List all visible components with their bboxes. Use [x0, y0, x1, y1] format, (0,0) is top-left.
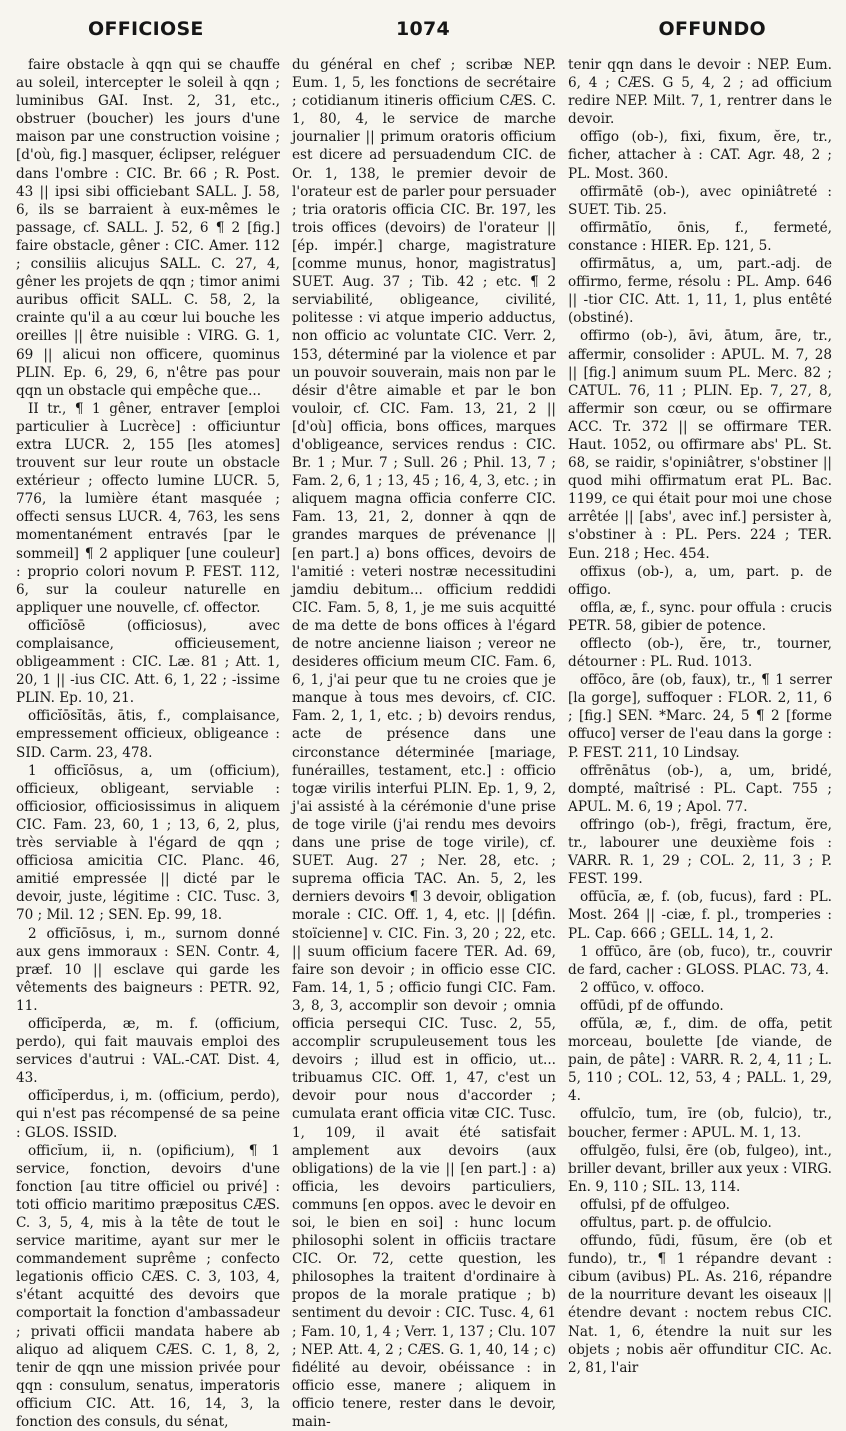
dictionary-entry: officĭōsē (officiosus), avec complaisance, officieusement, obligeamment : CIC. Læ. 81 ; Att. 1, 20, 1 || -ius CIC. Att. 6, 1, 22 ; -issime PLIN. Ep. 10, 21.: [16, 617, 280, 707]
text-columns: [16, 56, 832, 1431]
dictionary-entry: II tr., ¶ 1 gêner, entraver [emploi particulier à Lucrèce] : officiuntur extra LUCR. 2, 155 [les atomes] trouvent sur leur route un obstacle extérieur ; offecto lumine LUCR. 5, 776, la lumière étant masquée ; offecti sensus LUCR. 4, 763, les sens momentanément entravés [par le sommeil] ¶ 2 appliquer [une couleur] : proprio colori novum P. FEST. 112, 6, sur la couleur naturelle en appliquer une nouvelle, cf. offector.: [16, 400, 280, 616]
dictionary-entry: officĭum, ii, n. (opificium), ¶ 1 service, fonction, devoirs d'une fonction [au titre officiel ou privé] : toti officio maritimo præpositus CÆS. C. 3, 5, 4, mis à la tête de tout le service maritime, ayant sur mer le commandement suprême ; confecto legationis officio CÆS. C. 3, 103, 4, s'étant acquitté des devoirs que comportait la fonction d'ambassadeur ; privati officii mandata habere ab aliquo ad aliquem CÆS. C. 1, 8, 2, tenir de qqn une mission privée pour qqn : consulum, senatus, imperatoris officium CIC. Att. 16, 14, 3, la fonction des consuls, du sénat,: [16, 1142, 280, 1431]
dictionary-entry: offirmātē (ob-), avec opiniâtreté : SUET. Tib. 25.: [568, 183, 832, 218]
dictionary-entry: offlecto (ob-), ĕre, tr., tourner, détourner : PL. Rud. 1013.: [568, 636, 832, 671]
column-1: [16, 56, 280, 1431]
dictionary-entry: 2 offūco, v. offoco.: [580, 979, 705, 996]
dictionary-entry: tenir qqn dans le devoir : NEP. Eum. 6, 4 ; CÆS. G 5, 4, 2 ; ad officium redire NEP. Milt. 7, 1, rentrer dans le devoir.: [568, 57, 832, 128]
column-2: [292, 56, 556, 1431]
running-header: [16, 18, 832, 48]
dictionary-entry: offringo (ob-), frēgi, fractum, ĕre, tr., labourer une deuxième fois : VARR. R. 1, 29 ; COL. 2, 11, 3 ; P. FEST. 199.: [568, 816, 832, 888]
dictionary-entry: offulcĭo, tum, īre (ob, fulcio), tr., boucher, fermer : APUL. M. 1, 13.: [568, 1106, 832, 1141]
dictionary-entry: officĭperdus, i, m. (officium, perdo), qui n'est pas récompensé de sa peine : GLOS. ISSID.: [16, 1088, 280, 1141]
dictionary-entry: 2 officĭōsus, i, m., surnom donné aux gens immoraux : SEN. Contr. 4, præf. 10 || esclave qui garde les vêtements des baigneurs : PETR. 92, 11.: [16, 925, 280, 1014]
dictionary-entry: officĭōsĭtās, ātis, f., complaisance, empressement officieux, obligeance : SID. Carm. 23, 478.: [16, 708, 280, 761]
dictionary-entry: offixus (ob-), a, um, part. p. de offigo.: [568, 563, 832, 598]
page-number: 1074: [395, 18, 451, 40]
dictionary-entry: offūdi, pf de offundo.: [580, 997, 724, 1014]
dictionary-entry: offulgĕo, fulsi, ēre (ob, fulgeo), int., briller devant, briller aux yeux : VIRG. En. 9, 110 ; SIL. 13, 114.: [568, 1142, 832, 1195]
dictionary-entry: offrēnātus (ob-), a, um, bridé, dompté, maîtrisé : PL. Capt. 755 ; APUL. M. 6, 19 ; Apol. 77.: [568, 762, 832, 815]
dictionary-entry: offultus, part. p. de offulcio.: [580, 1215, 772, 1231]
header-right-headword: OFFUNDO: [658, 18, 766, 40]
dictionary-entry: offōco, āre (ob, faux), tr., ¶ 1 serrer [la gorge], suffoquer : FLOR. 2, 11, 6 ; [fig.] SEN. *Marc. 24, 5 ¶ 2 [forme offuco] verser de l'eau dans la gorge : P. FEST. 211, 10 Lindsay.: [568, 672, 832, 761]
dictionary-entry: offŭla, æ, f., dim. de offa, petit morceau, boulette [de viande, de pain, de pâte] : VARR. R. 2, 4, 11 ; L. 5, 110 ; COL. 12, 53, 4 ; PALL. 1, 29, 4.: [568, 1015, 832, 1105]
dictionary-entry: 1 officĭōsus, a, um (officium), officieux, obligeant, serviable : officiosior, officiosissimus in aliquem CIC. Fam. 23, 60, 1 ; 13, 6, 2, plus, très serviable à l'égard de qqn ; officiosa amicitia CIC. Planc. 46, amitié empressée || dicté par le devoir, juste, légitime : CIC. Tusc. 3, 70 ; Mil. 12 ; SEN. Ep. 99, 18.: [16, 762, 280, 924]
dictionary-entry: offirmātus, a, um, part.-adj. de offirmo, ferme, résolu : PL. Amp. 646 || -tior CIC. Att. 1, 11, 1, plus entêté (obstiné).: [568, 256, 832, 327]
dictionary-entry: offla, æ, f., sync. pour offula : crucis PETR. 58, gibier de potence.: [568, 599, 832, 634]
dictionary-entry: offūcĭa, æ, f. (ob, fucus), fard : PL. Most. 264 || -ciæ, f. pl., tromperies : PL. Cap. 666 ; GELL. 14, 1, 2.: [568, 889, 832, 942]
dictionary-entry: offirmātĭo, ōnis, f., fermeté, constance : HIER. Ep. 121, 5.: [568, 219, 832, 254]
dictionary-entry: 1 offūco, āre (ob, fuco), tr., couvrir de fard, cacher : GLOSS. PLAC. 73, 4.: [568, 943, 832, 978]
dictionary-entry: offulsi, pf de offulgeo.: [580, 1196, 730, 1213]
dictionary-entry: du général en chef ; scribæ NEP. Eum. 1, 5, les fonctions de secrétaire ; cotidianum itineris officium CÆS. C. 1, 80, 4, le service de marche journalier || primum oratoris officium est dicere ad persuadendum CIC. de Or. 1, 138, le premier devoir de l'orateur est de parler pour persuader ; tria oratoris officia CIC. Br. 197, les trois offices (devoirs) de l'orateur || [ép. impér.] charge, magistrature [comme munus, honor, magistratus] SUET. Aug. 37 ; Tib. 42 ; etc. ¶ 2 serviabilité, obligeance, civilité, politesse : vi atque imperio adductus, non officio ac voluntate CIC. Verr. 2, 153, déterminé par la violence et par un pouvoir souverain, mais non par le désir d'être aimable et par le bon vouloir, cf. CIC. Fam. 13, 21, 2 || [d'où] officia, bons offices, marques d'obligeance, services rendus : CIC. Br. 1 ; Mur. 7 ; Sull. 26 ; Phil. 13, 7 ; Fam. 2, 6, 1 ; 13, 45 ; 16, 4, 3, etc. ; in aliquem magna officia conferre CIC. Fam. 13, 21, 2, donner à qqn de grandes marques de prévenance || [en part.] a) bons offices, devoirs de l'amitié : veteri nostræ necessitudini jamdiu debitum... officium reddidi CIC. Fam. 5, 8, 1, je me suis acquitté de ma dette de bons offices à l'égard de notre ancienne liaison ; vereor ne desideres officium meum CIC. Fam. 6, 6, 1, j'ai peur que tu ne croies que je manque à tous mes devoirs, cf. CIC. Fam. 2, 1, 1, etc. ; b) devoirs rendus, acte de présence dans une circonstance déterminée [mariage, funérailles, testament, etc.] : officio togæ virilis interfui PLIN. Ep. 1, 9, 2, j'ai assisté à la cérémonie d'une prise de toge virile (j'ai rendu mes devoirs dans une prise de toge virile), cf. SUET. Aug. 27 ; Ner. 28, etc. ; suprema officia TAC. An. 5, 2, les derniers devoirs ¶ 3 devoir, obligation morale : CIC. Off. 1, 4, etc. || [défin. stoïcienne] v. CIC. Fin. 3, 20 ; 22, etc. || suum officium facere TER. Ad. 69, faire son devoir ; in officio esse CIC. Fam. 14, 1, 5 ; officio fungi CIC. Fam. 3, 8, 3, accomplir son devoir ; omnia officia persequi CIC. Tusc. 2, 55, accomplir scrupuleusement tous les devoirs ; illud est in officio, ut... tribuamus CIC. Off. 1, 47, c'est un devoir pour nous d'accorder ; cumulata erant officia vitæ CIC. Tusc. 1, 109, il avait été satisfait amplement aux devoirs (aux obligations) de la vie || [en part.] : a) officia, les devoirs particuliers, communs [en oppos. avec le devoir en soi, le bien en soi] : hunc locum philosophi solent in officiis tractare CIC. Or. 72, cette question, les philosophes la traitent d'ordinaire à propos de la morale pratique ; b) sentiment du devoir : CIC. Tusc. 4, 61 ; Fam. 10, 1, 4 ; Verr. 1, 137 ; Clu. 107 ; NEP. Att. 4, 2 ; CÆS. G. 1, 40, 14 ; c) fidélité au devoir, obéissance : in officio esse, manere ; aliquem in officio tenere, rester dans le devoir, main-: [292, 57, 556, 1431]
dictionary-entry: offīgo (ob-), fixi, fixum, ĕre, tr., ficher, attacher à : CAT. Agr. 48, 2 ; PL. Most. 360.: [568, 129, 832, 182]
column-3: [568, 56, 832, 1376]
dictionary-entry: officĭperda, æ, m. f. (officium, perdo), qui fait mauvais emploi des services d'autrui : VAL.-CAT. Dist. 4, 43.: [16, 1015, 280, 1087]
dictionary-entry: offirmo (ob-), āvi, ātum, āre, tr., affermir, consolider : APUL. M. 7, 28 || [fig.] animum suum PL. Merc. 82 ; CATUL. 76, 11 ; PLIN. Ep. 7, 27, 8, affermir son cœur, ou se offirmare ACC. Tr. 372 || se offirmare TER. Haut. 1052, ou offirmare abs' PL. St. 68, se raidir, s'opiniâtrer, s'obstiner || quod mihi offirmatum erat PL. Bac. 1199, ce qui était pour moi une chose arrêtée || [abs', avec inf.] persister à, s'obstiner à : PL. Pers. 224 ; TER. Eun. 218 ; Hec. 454.: [568, 328, 832, 562]
header-left-headword: OFFICIOSE: [88, 18, 204, 40]
dictionary-entry: offundo, fūdi, fūsum, ĕre (ob et fundo), tr., ¶ 1 répandre devant : cibum (avibus) PL. As. 216, répandre de la nourriture devant les oiseaux || étendre devant : noctem rebus CIC. Nat. 1, 6, étendre la nuit sur les objets ; nobis aër offunditur CIC. Ac. 2, 81, l'air: [568, 1233, 832, 1376]
dictionary-entry: faire obstacle à qqn qui se chauffe au soleil, intercepter le soleil à qqn ; luminibus GAI. Inst. 2, 31, etc., obstruer (boucher) les jours d'une maison par une construction voisine ; [d'où, fig.] masquer, éclipser, reléguer dans l'ombre : CIC. Br. 66 ; R. Post. 43 || ipsi sibi officiebant SALL. J. 58, 6, ils se barraient à eux-mêmes le passage, cf. SALL. J. 52, 6 ¶ 2 [fig.] faire obstacle, gêner : CIC. Amer. 112 ; consiliis alicujus SALL. C. 27, 4, gêner les projets de qqn ; timor animi auribus officit SALL. C. 58, 2, la crainte qu'il a au cœur lui bouche les oreilles || être nuisible : VIRG. G. 1, 69 || alicui non officere, quominus PLIN. Ep. 6, 29, 6, n'être pas pour qqn un obstacle qui empêche que...: [16, 57, 280, 399]
